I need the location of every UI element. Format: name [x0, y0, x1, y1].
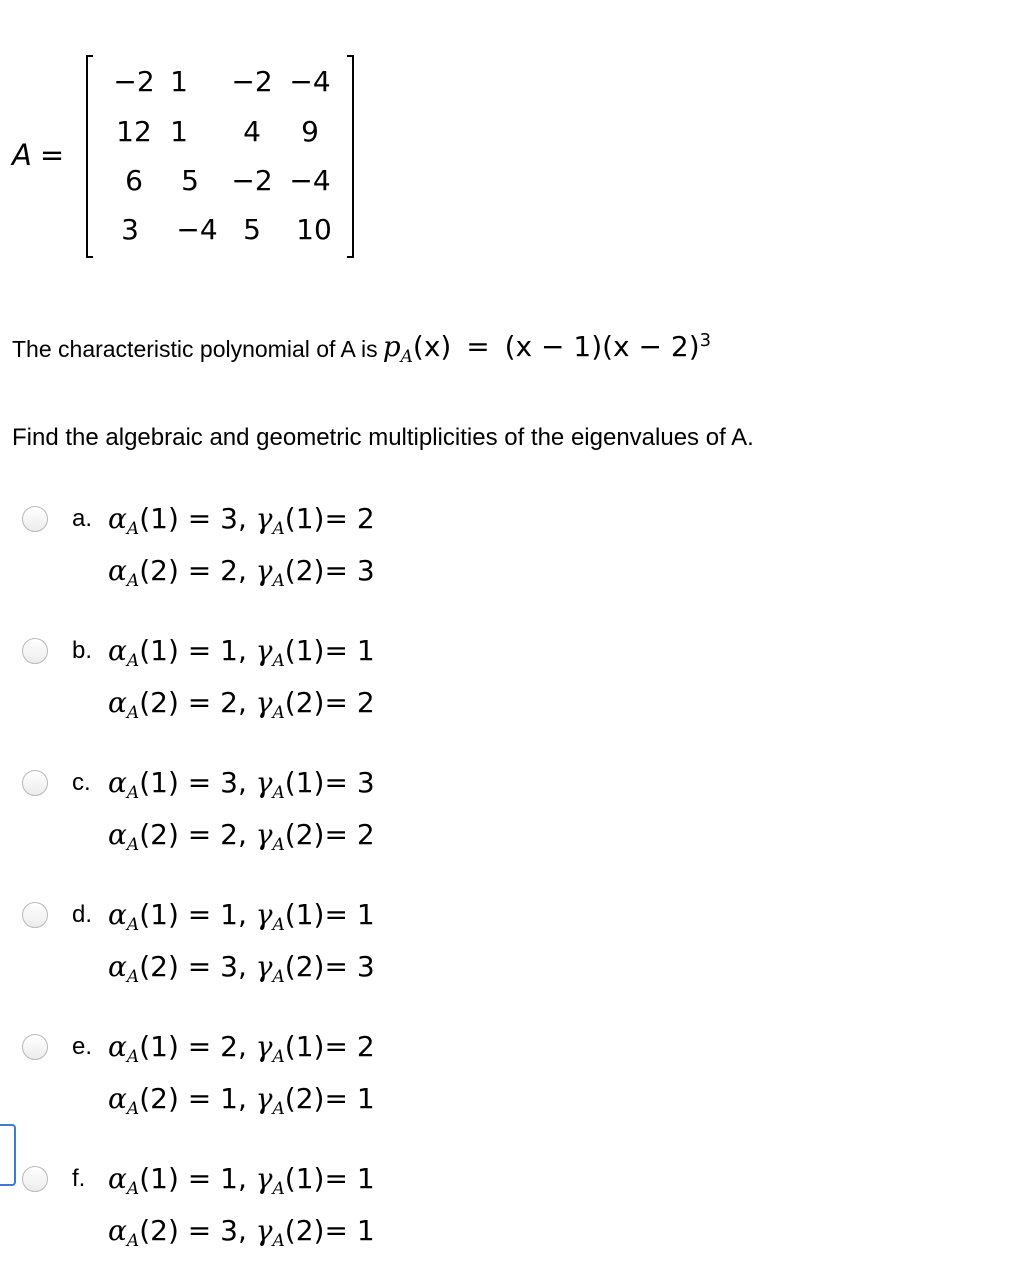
option-line-1: $\alpha_A(1) = 1$, $\gamma_A(1)= 1$: [108, 898, 375, 935]
option-line-2: $\alpha_A(2) = 2$, $\gamma_A(2)= 2$: [108, 818, 375, 855]
matrix-cell: 1: [170, 65, 188, 98]
radio-button-f[interactable]: [22, 1166, 48, 1192]
option-line-1: $\alpha_A(1) = 1$, $\gamma_A(1)= 1$: [108, 634, 375, 671]
geo-mult-1: 1: [356, 634, 375, 667]
option-letter: f.: [72, 1165, 86, 1192]
alg-mult-2: 2: [220, 686, 238, 719]
geo-mult-1: 3: [356, 766, 375, 799]
polynomial-statement: [12, 318, 712, 367]
geo-mult-1: 2: [356, 502, 375, 535]
matrix-cell: −4: [289, 65, 331, 98]
option-line-1: $\alpha_A(1) = 2$, $\gamma_A(1)= 2$: [108, 1030, 375, 1067]
option-letter: d.: [72, 901, 93, 928]
matrix-left-bracket: [86, 55, 93, 258]
option-f[interactable]: [22, 1163, 522, 1273]
option-line-2: $\alpha_A(2) = 2$, $\gamma_A(2)= 3$: [108, 554, 375, 591]
alg-mult-1: 3: [220, 502, 238, 535]
geo-mult-2: 1: [356, 1214, 375, 1247]
matrix-cell: 3: [121, 213, 139, 246]
matrix-cell: 1: [170, 115, 188, 148]
option-letter: e.: [72, 1033, 93, 1060]
matrix-cell: −4: [176, 213, 218, 246]
matrix-cell: 5: [181, 164, 199, 197]
option-d[interactable]: [22, 899, 522, 1009]
alg-mult-1: 1: [220, 898, 238, 931]
option-line-2: $\alpha_A(2) = 1$, $\gamma_A(2)= 1$: [108, 1082, 375, 1119]
matrix-a: [86, 55, 354, 258]
polynomial-p: p: [382, 330, 401, 363]
polynomial-exponent: 3: [699, 330, 712, 351]
alg-mult-2: 2: [220, 554, 238, 587]
matrix-cell: −2: [231, 164, 273, 197]
radio-button-e[interactable]: [22, 1034, 48, 1060]
polynomial-arg: (x): [412, 330, 452, 363]
matrix-cell: 5: [243, 213, 261, 246]
matrix-cell: −4: [289, 164, 331, 197]
alg-mult-1: 1: [220, 1162, 238, 1195]
option-letter: b.: [72, 637, 93, 664]
matrix-cell: −2: [113, 65, 155, 98]
matrix-cell: 4: [243, 115, 261, 148]
geo-mult-2: 2: [356, 686, 375, 719]
option-e[interactable]: [22, 1031, 522, 1141]
option-line-2: $\alpha_A(2) = 2$, $\gamma_A(2)= 2$: [108, 686, 375, 723]
option-line-1: $\alpha_A(1) = 3$, $\gamma_A(1)= 2$: [108, 502, 375, 539]
alg-mult-2: 3: [220, 950, 238, 983]
radio-button-b[interactable]: [22, 638, 48, 664]
geo-mult-2: 2: [356, 818, 375, 851]
polynomial-rhs: (x − 1)(x − 2): [504, 330, 700, 363]
option-a[interactable]: [22, 503, 522, 613]
matrix-cell: 9: [301, 115, 319, 148]
polynomial-sub: A: [400, 347, 413, 367]
geo-mult-2: 1: [356, 1082, 375, 1115]
focus-marker: [0, 1124, 16, 1186]
alg-mult-2: 2: [220, 818, 238, 851]
option-line-2: $\alpha_A(2) = 3$, $\gamma_A(2)= 3$: [108, 950, 375, 987]
matrix-cell: −2: [231, 65, 273, 98]
radio-button-a[interactable]: [22, 506, 48, 532]
geo-mult-1: 2: [356, 1030, 375, 1063]
polynomial-equals: =: [466, 330, 490, 363]
option-line-2: $\alpha_A(2) = 3$, $\gamma_A(2)= 1$: [108, 1214, 375, 1251]
radio-button-d[interactable]: [22, 902, 48, 928]
alg-mult-1: 2: [220, 1030, 238, 1063]
polynomial-text: The characteristic polynomial of A is: [12, 336, 378, 362]
alg-mult-1: 1: [220, 634, 238, 667]
option-letter: c.: [72, 769, 91, 796]
option-line-1: $\alpha_A(1) = 3$, $\gamma_A(1)= 3$: [108, 766, 375, 803]
matrix-label: [12, 138, 64, 172]
geo-mult-2: 3: [356, 950, 375, 983]
geo-mult-2: 3: [356, 554, 375, 587]
equals-sign: =: [39, 138, 65, 172]
option-line-1: $\alpha_A(1) = 1$, $\gamma_A(1)= 1$: [108, 1162, 375, 1199]
matrix-cell: 10: [296, 213, 332, 246]
geo-mult-1: 1: [356, 898, 375, 931]
matrix-cell: 12: [116, 115, 152, 148]
matrix-right-bracket: [347, 55, 354, 258]
matrix-name: A: [12, 138, 32, 172]
alg-mult-1: 3: [220, 766, 238, 799]
matrix-cell: 6: [125, 164, 143, 197]
option-b[interactable]: [22, 635, 522, 745]
polynomial-expression: [382, 330, 712, 367]
alg-mult-2: 1: [220, 1082, 238, 1115]
geo-mult-1: 1: [356, 1162, 375, 1195]
radio-button-c[interactable]: [22, 770, 48, 796]
alg-mult-2: 3: [220, 1214, 238, 1247]
question-text: Find the algebraic and geometric multiplicities of the eigenvalues of A.: [12, 424, 754, 451]
option-letter: a.: [72, 505, 93, 532]
option-c[interactable]: [22, 767, 522, 877]
